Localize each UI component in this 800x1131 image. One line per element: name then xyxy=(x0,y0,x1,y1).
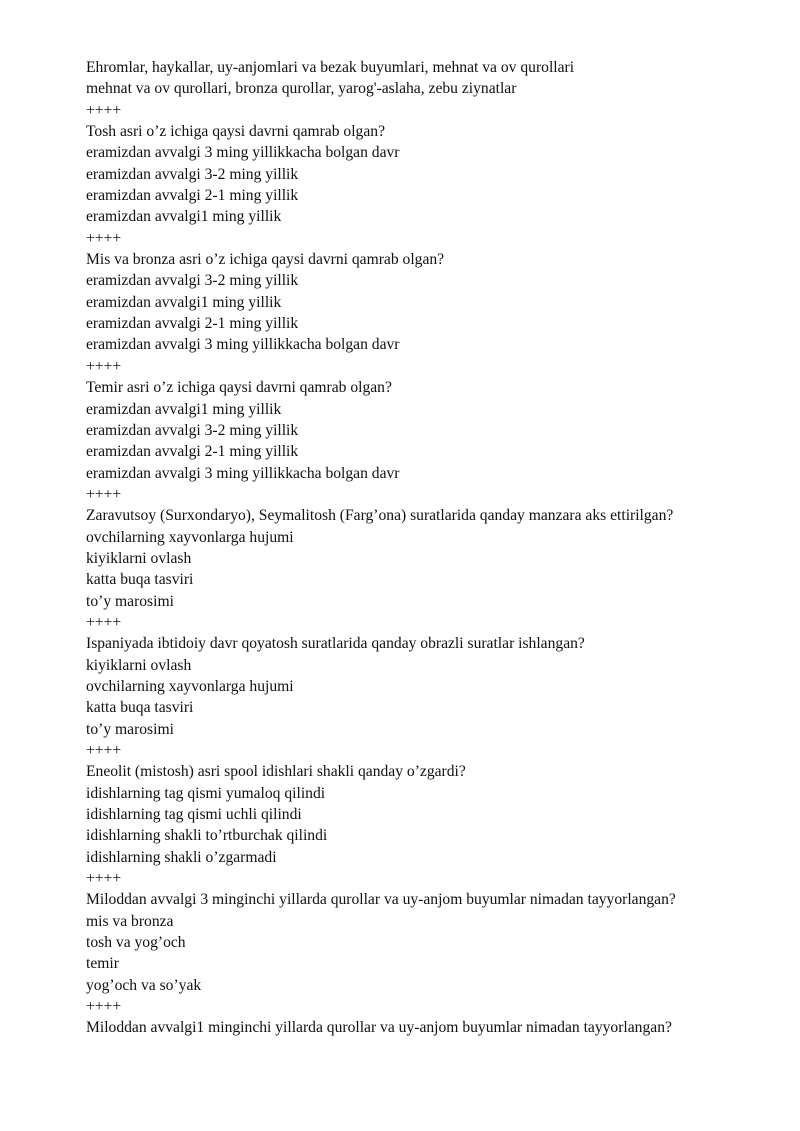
intro-block xyxy=(86,57,776,100)
question-block xyxy=(86,633,776,740)
separator: ++++ xyxy=(86,742,122,759)
question-block xyxy=(86,889,776,996)
answer-option: ovchilarning xayvonlarga hujumi xyxy=(86,677,294,695)
answer-option: eramizdan avvalgi1 ming yillik xyxy=(86,293,282,311)
answer-option: kiyiklarni ovlash xyxy=(86,549,192,567)
separator: ++++ xyxy=(86,870,122,888)
answer-option: eramizdan avvalgi 2-1 ming yillik xyxy=(86,187,299,205)
answer-option: kiyiklarni ovlash xyxy=(86,656,192,674)
answer-option: mis va bronza xyxy=(86,912,174,930)
question-text: Mis va bronza asri o’z ichiga qaysi davrni qamrab olgan? xyxy=(86,251,445,269)
answer-option: eramizdan avvalgi 3-2 ming yillik xyxy=(86,165,299,183)
separator: ++++ xyxy=(86,485,122,503)
separator: ++++ xyxy=(86,998,122,1016)
question-text: Miloddan avvalgi1 minginchi yillarda qurollar va uy-anjom buyumlar nimadan tayyorlangan? xyxy=(86,1019,672,1037)
question-block xyxy=(86,249,776,356)
question-block xyxy=(86,761,776,868)
question-block xyxy=(86,121,776,228)
answer-option: eramizdan avvalgi 2-1 ming yillik xyxy=(86,443,299,461)
question-text: Tosh asri o’z ichiga qaysi davrni qamrab olgan? xyxy=(86,123,385,141)
question-block xyxy=(86,377,776,484)
answer-option: katta buqa tasviri xyxy=(86,571,194,589)
answer-option: eramizdan avvalgi1 ming yillik xyxy=(86,400,282,418)
answer-option: katta buqa tasviri xyxy=(86,699,194,717)
question-text: Ispaniyada ibtidoiy davr qoyatosh suratlarida qanday obrazli suratlar ishlangan? xyxy=(86,635,585,653)
question-text: Miloddan avvalgi 3 minginchi yillarda qurollar va uy-anjom buyumlar nimadan tayyorlangan? xyxy=(86,891,676,909)
separator: ++++ xyxy=(86,613,122,631)
answer-option: eramizdan avvalgi 3-2 ming yillik xyxy=(86,272,299,290)
answer-option: eramizdan avvalgi 3-2 ming yillik xyxy=(86,421,299,439)
question-text: Zaravutsoy (Surxondaryo), Seymalitosh (Farg’ona) suratlarida qanday manzara aks ettirilgan? xyxy=(86,507,674,525)
answer-option: tosh va yog’och xyxy=(86,934,186,952)
document-page xyxy=(86,57,776,1039)
intro-line: Ehromlar, haykallar, uy-anjomlari va bezak buyumlari, mehnat va ov qurollari xyxy=(86,59,575,76)
answer-option: eramizdan avvalgi 3 ming yillikkacha bolgan davr xyxy=(86,464,400,482)
answer-option: yog’och va so’yak xyxy=(86,976,202,994)
intro-line: mehnat va ov qurollari, bronza qurollar, yarog'-aslaha, zebu ziynatlar xyxy=(86,80,517,98)
answer-option: to’y marosimi xyxy=(86,592,174,610)
answer-option: eramizdan avvalgi1 ming yillik xyxy=(86,208,282,226)
answer-option: idishlarning tag qismi yumaloq qilindi xyxy=(86,784,326,802)
question-block xyxy=(86,505,776,612)
question-text: Eneolit (mistosh) asri spool idishlari shakli qanday o’zgardi? xyxy=(86,763,466,781)
answer-option: ovchilarning xayvonlarga hujumi xyxy=(86,528,294,546)
answer-option: idishlarning shakli to’rtburchak qilindi xyxy=(86,827,328,845)
question-text: Temir asri o’z ichiga qaysi davrni qamrab olgan? xyxy=(86,379,392,397)
answer-option: idishlarning shakli o’zgarmadi xyxy=(86,848,277,866)
answer-option: eramizdan avvalgi 2-1 ming yillik xyxy=(86,315,299,333)
answer-option: temir xyxy=(86,955,119,973)
separator: ++++ xyxy=(86,357,122,375)
answer-option: to’y marosimi xyxy=(86,720,174,738)
answer-option: idishlarning tag qismi uchli qilindi xyxy=(86,806,302,824)
separator: ++++ xyxy=(86,229,122,247)
answer-option: eramizdan avvalgi 3 ming yillikkacha bolgan davr xyxy=(86,144,400,162)
answer-option: eramizdan avvalgi 3 ming yillikkacha bolgan davr xyxy=(86,336,400,354)
separator: ++++ xyxy=(86,101,122,119)
